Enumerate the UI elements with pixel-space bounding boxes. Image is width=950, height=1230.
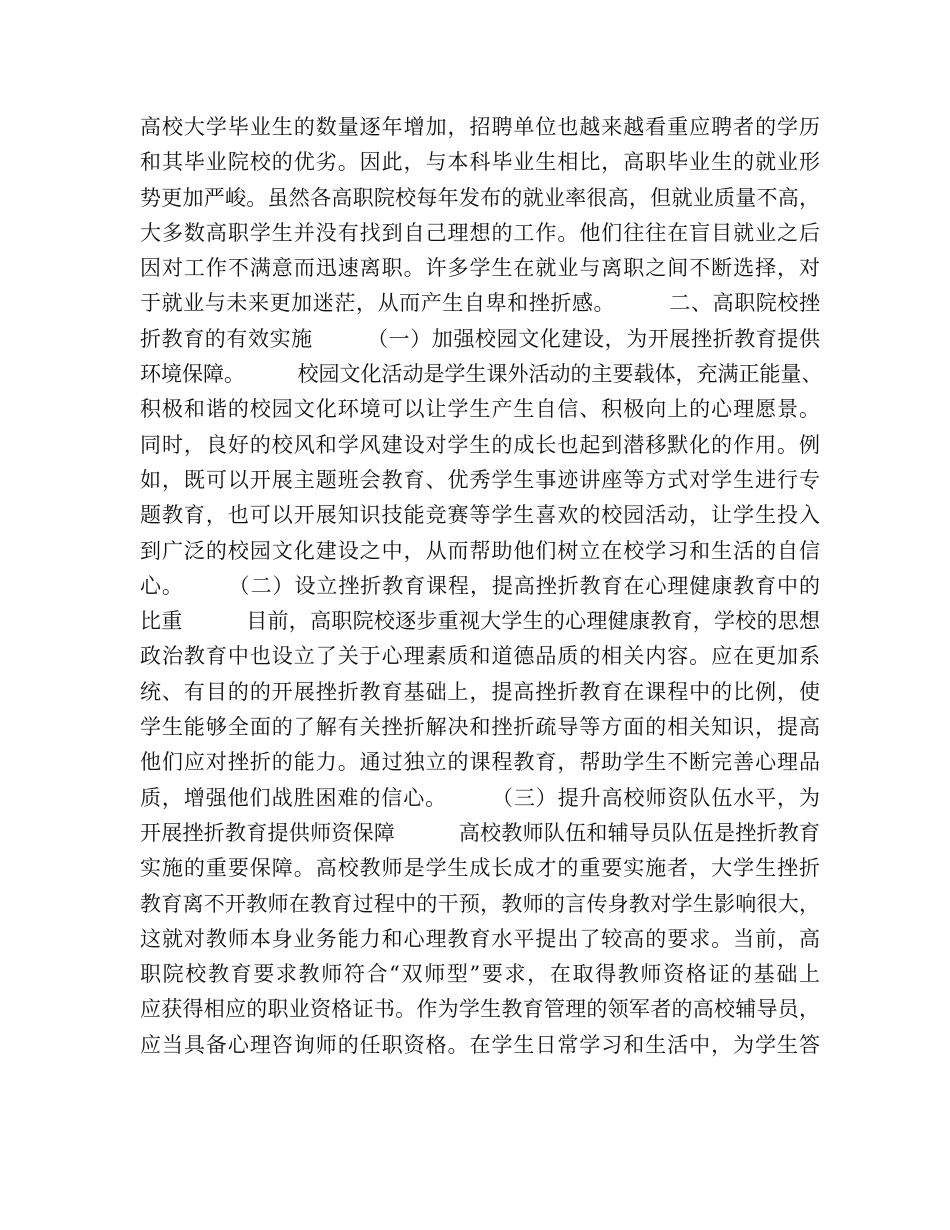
text-line: 应当具备心理咨询师的任职资格。在学生日常学习和生活中，为学生答 — [140, 1032, 820, 1057]
text-line: 环境保障。 校园文化活动是学生课外活动的主要载体，充满正能量、 — [140, 362, 823, 387]
text-line: 因对工作不满意而迅速离职。许多学生在就业与离职之间不断选择，对 — [140, 256, 820, 281]
text-line: 心。 （二）设立挫折教育课程，提高挫折教育在心理健康教育中的 — [140, 573, 820, 598]
text-line: 于就业与未来更加迷茫，从而产生自卑和挫折感。 二、高职院校挫 — [140, 291, 820, 316]
text-line: 积极和谐的校园文化环境可以让学生产生自信、积极向上的心理愿景。 — [140, 397, 820, 422]
text-line: 和其毕业院校的优劣。因此，与本科毕业生相比，高职毕业生的就业形 — [140, 150, 820, 175]
text-line: 开展挫折教育提供师资保障 高校教师队伍和辅导员队伍是挫折教育 — [140, 820, 820, 845]
text-line: 比重 目前，高职院校逐步重视大学生的心理健康教育，学校的思想 — [140, 609, 820, 634]
text-line: 教育离不开教师在教育过程中的干预，教师的言传身教对学生影响很大， — [140, 891, 820, 916]
text-line: 这就对教师本身业务能力和心理教育水平提出了较高的要求。当前，高 — [140, 926, 820, 951]
text-line: 势更加严峻。虽然各高职院校每年发布的就业率很高，但就业质量不高， — [140, 185, 820, 210]
text-line: 题教育，也可以开展知识技能竞赛等学生喜欢的校园活动，让学生投入 — [140, 503, 820, 528]
body-text — [140, 110, 823, 1063]
text-line: 高校大学毕业生的数量逐年增加，招聘单位也越来越看重应聘者的学历 — [140, 115, 820, 139]
text-line: 质，增强他们战胜困难的信心。 （三）提升高校师资队伍水平，为 — [140, 785, 820, 810]
text-line: 统、有目的的开展挫折教育基础上，提高挫折教育在课程中的比例，使 — [140, 679, 820, 704]
text-line: 他们应对挫折的能力。通过独立的课程教育，帮助学生不断完善心理品 — [140, 750, 820, 775]
text-line: 同时，良好的校风和学风建设对学生的成长也起到潜移默化的作用。例 — [140, 432, 820, 457]
text-line: 应获得相应的职业资格证书。作为学生教育管理的领军者的高校辅导员， — [140, 997, 820, 1022]
text-line: 实施的重要保障。高校教师是学生成长成才的重要实施者，大学生挫折 — [140, 856, 820, 881]
text-line: 政治教育中也设立了关于心理素质和道德品质的相关内容。应在更加系 — [140, 644, 820, 669]
text-line: 学生能够全面的了解有关挫折解决和挫折疏导等方面的相关知识，提高 — [140, 715, 820, 740]
text-line: 职院校教育要求教师符合“双师型”要求，在取得教师资格证的基础上 — [140, 962, 820, 987]
text-line: 到广泛的校园文化建设之中，从而帮助他们树立在校学习和生活的自信 — [140, 538, 820, 563]
text-line: 如，既可以开展主题班会教育、优秀学生事迹讲座等方式对学生进行专 — [140, 467, 820, 492]
text-line: 折教育的有效实施 （一）加强校园文化建设，为开展挫折教育提供 — [140, 326, 820, 351]
text-line: 大多数高职学生并没有找到自己理想的工作。他们往往在盲目就业之后 — [140, 220, 820, 245]
